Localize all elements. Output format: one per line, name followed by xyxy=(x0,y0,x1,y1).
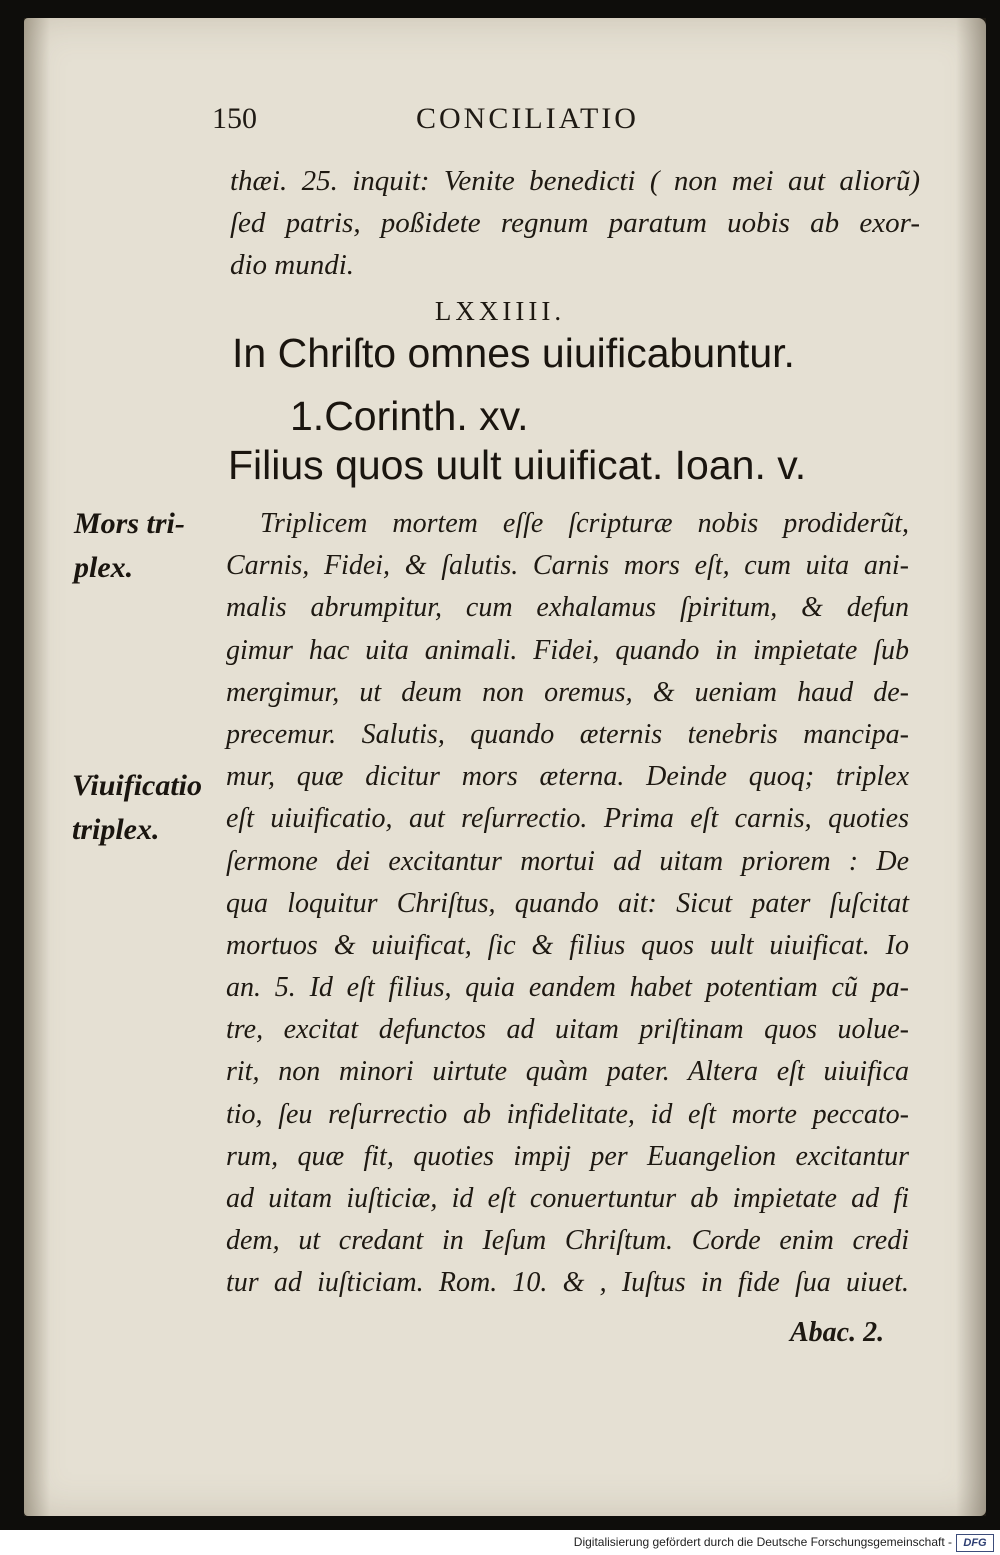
running-title: CONCILIATIO xyxy=(416,102,639,135)
top-paragraph xyxy=(230,160,920,287)
section-heading-line: Filius quos uult uiuificat. Ioan. v. xyxy=(228,442,807,488)
scripture-reference: Abac. 2. xyxy=(790,1317,885,1348)
margin-note-line: plex. xyxy=(74,551,134,584)
running-head xyxy=(212,102,722,142)
margin-note-line: Viuificatio xyxy=(72,769,203,802)
text-line: an. 5. Id eſt filius, quia eandem habet potentiam cũ pa- xyxy=(226,972,909,1004)
text-line: malis abrumpitur, cum exhalamus ſpiritum, & defun xyxy=(226,592,909,624)
text-line: mergimur, ut deum non oremus, & ueniam haud de- xyxy=(226,676,909,708)
text-line: rit, non minori uirtute quàm pater. Altera eſt uiuifica xyxy=(226,1056,909,1088)
text-line: dem, ut credant in Ieſum Chriſtum. Corde enim credi xyxy=(226,1225,909,1257)
dfg-logo: DFG xyxy=(956,1534,994,1552)
footer-bar xyxy=(0,1530,1000,1555)
text-line: gimur hac uita animali. Fidei, quando in impietate ſub xyxy=(226,634,909,666)
section-heading-line: In Chriſto omnes uiuificabuntur. xyxy=(232,330,795,376)
text-line: eſt uiuificatio, aut reſurrectio. Prima eſt carnis, quoties xyxy=(226,803,909,835)
text-line: rum, quæ fit, quoties impij per Euangelion excitantur xyxy=(226,1140,909,1172)
margin-note-viuificatio-triplex xyxy=(72,764,202,852)
text-line: precemur. Salutis, quando æternis tenebris mancipa- xyxy=(226,718,909,750)
margin-note-line: Mors tri- xyxy=(74,507,185,540)
text-line: mur, quæ dicitur mors æterna. Deinde quoq; triplex xyxy=(226,761,909,793)
page-edge-shadow xyxy=(24,18,50,1516)
funding-credit: Digitalisierung gefördert durch die Deutsche Forschungsgemeinschaft - xyxy=(573,1535,952,1549)
text-line: ſermone dei excitantur mortui ad uitam priorem : De xyxy=(226,845,909,877)
text-line: tur ad iuſticiam. Rom. 10. & , Iuſtus in fide ſua uiuet. xyxy=(226,1267,909,1299)
section-heading-line: 1.Corinth. xv. xyxy=(290,393,529,439)
text-line: qua loquitur Chriſtus, quando ait: Sicut pater ſuſcitat xyxy=(226,887,909,919)
text-line: tre, excitat defunctos ad uitam priſtinam quos uolue- xyxy=(226,1014,909,1046)
text-line: dio mundi. xyxy=(230,249,355,282)
text-line: Carnis, Fidei, & ſalutis. Carnis mors eſt, cum uita ani- xyxy=(226,550,909,582)
section-number: LXXIIII. xyxy=(434,296,566,326)
page-number: 150 xyxy=(212,102,257,135)
margin-note-mors-triplex xyxy=(74,502,185,590)
text-line: ſed patris, poßidete regnum paratum uobis ab exor- xyxy=(230,207,920,240)
margin-note-line: triplex. xyxy=(72,813,160,846)
text-line: Triplicem mortem eſſe ſcripturæ nobis prodiderũt, xyxy=(260,508,909,539)
main-paragraph xyxy=(226,503,909,1305)
text-line: tio, ſeu reſurrectio ab infidelitate, id eſt morte peccato- xyxy=(226,1098,909,1130)
text-line: ad uitam iuſticiæ, id eſt conuertuntur ab impietate ad fi xyxy=(226,1183,909,1214)
text-line: mortuos & uiuificat, ſic & filius quos uult uiuificat. Io xyxy=(226,929,909,961)
spine-shadow xyxy=(956,18,986,1516)
text-line: thæi. 25. inquit: Venite benedicti ( non mei aut aliorũ) xyxy=(230,165,920,197)
